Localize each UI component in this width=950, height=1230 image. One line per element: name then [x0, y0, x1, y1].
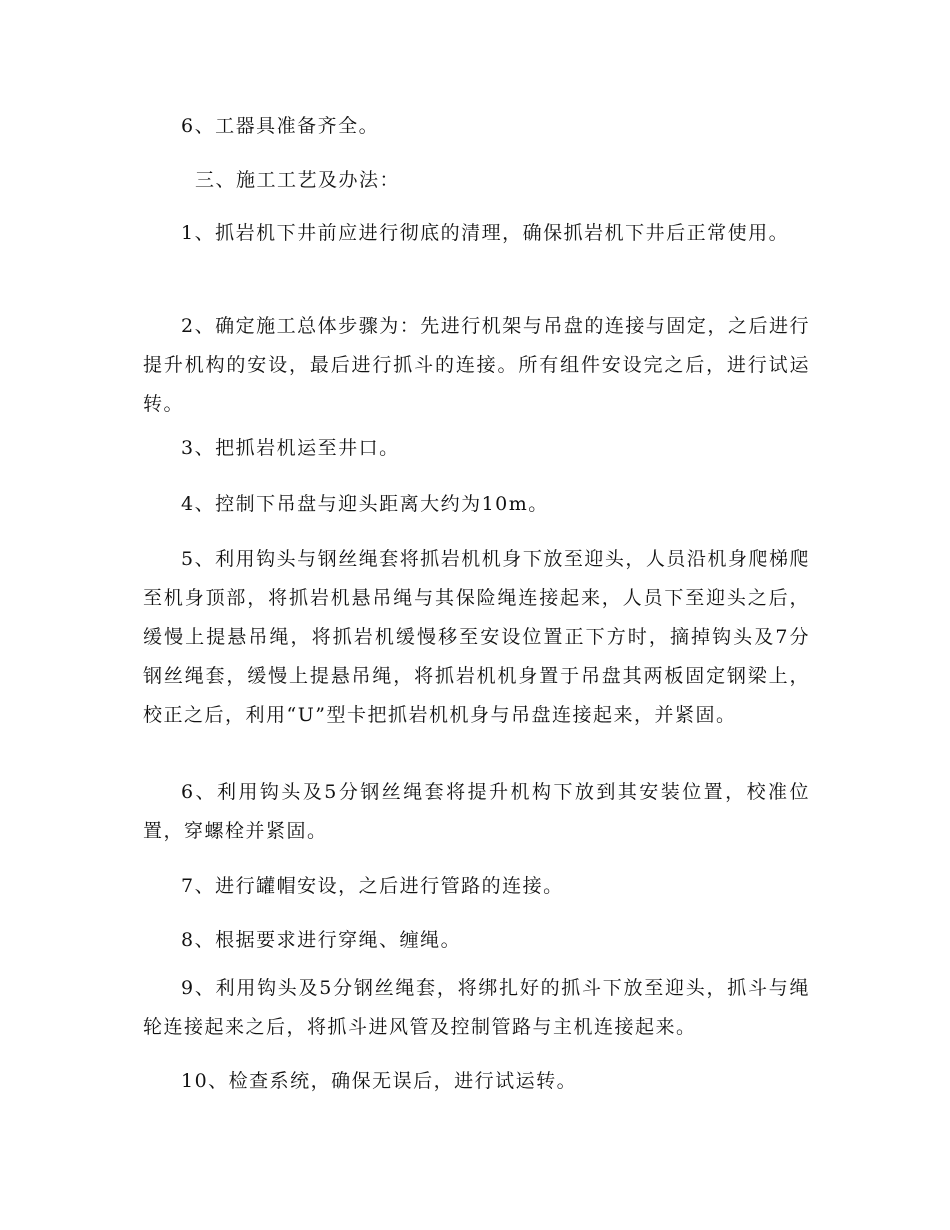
- paragraph-step-9: 9、利用钩头及5分钢丝绳套，将绑扎好的抓斗下放至迎头，抓斗与绳轮连接起来之后，将抓斗进风管及控制管路与主机连接起来。: [143, 977, 810, 1038]
- paragraph-step-7: 7、进行罐帽安设，之后进行管路的连接。: [181, 875, 564, 897]
- paragraph-step-6: 6、利用钩头及5分钢丝绳套将提升机构下放到其安装位置，校准位置，穿螺栓并紧固。: [143, 781, 810, 842]
- paragraph-step-4: 4、控制下吊盘与迎头距离大约为10m。: [181, 493, 549, 515]
- paragraph-tools-ready: 6、工器具准备齐全。: [181, 115, 380, 137]
- paragraph-step-10: 10、检查系统，确保无误后，进行试运转。: [181, 1070, 578, 1092]
- paragraph-step-5: 5、利用钩头与钢丝绳套将抓岩机机身下放至迎头，人员沿机身爬梯爬至机身顶部，将抓岩机悬吊绳与其保险绳连接起来，人员下至迎头之后，缓慢上提悬吊绳，将抓岩机缓慢移至安设位置正下方时，摘掉钩头及7分钢丝绳套，缓慢上提悬吊绳，将抓岩机机身置于吊盘其两板固定钢梁上，校正之后，利用“U”型卡把抓岩机机身与吊盘连接起来，并紧固。: [143, 548, 810, 726]
- paragraph-step-3: 3、把抓岩机运至井口。: [181, 437, 400, 459]
- paragraph-step-1: 1、抓岩机下井前应进行彻底的清理，确保抓岩机下井后正常使用。: [181, 222, 790, 244]
- section-heading-process: 三、施工工艺及办法：: [195, 169, 401, 191]
- paragraph-step-8: 8、根据要求进行穿绳、缠绳。: [181, 929, 462, 951]
- paragraph-step-2: 2、确定施工总体步骤为：先进行机架与吊盘的连接与固定，之后进行提升机构的安设，最后进行抓斗的连接。所有组件安设完之后，进行试运转。: [143, 315, 810, 415]
